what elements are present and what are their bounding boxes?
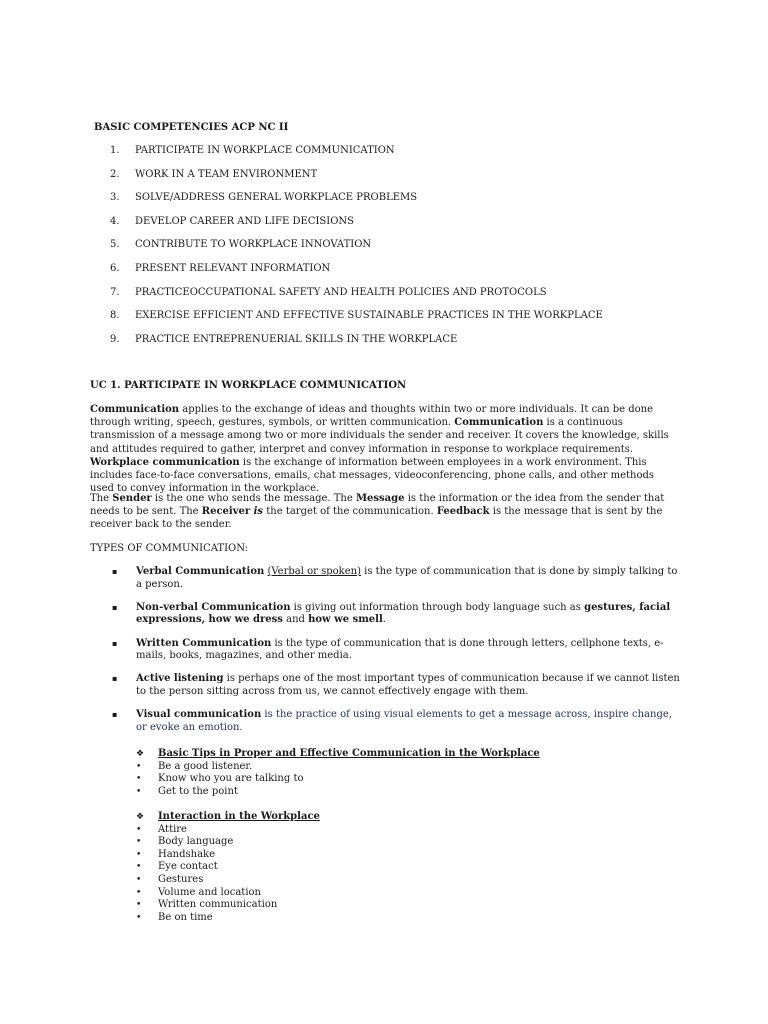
communication-paragraph: Communication applies to the exchange of ideas and thoughts within two or more individuals. It can be done through writing, speech, gestures, symbols, or written communication. Communication is a continuous transmission of a message among two or more individuals the sender and receiver. It covers the knowledge, skills and attitudes required to gather, interpret and convey information in response to workplace requirements. Workplace communication is the exchange of information between employees in a work environment. This includes face-to-face conversations, emails, chat messages, videoconferencing, phone calls, and other methods used to convey information in the workplace. bbox=[90, 404, 669, 495]
list-item: 9. PRACTICE ENTREPRENUERIAL SKILLS IN THE WORKPLACE bbox=[110, 333, 458, 345]
list-item: 2. WORK IN A TEAM ENVIRONMENT bbox=[110, 168, 318, 180]
types-list bbox=[112, 566, 682, 745]
tips-heading: Basic Tips in Proper and Effective Communication in the Workplace bbox=[158, 748, 540, 759]
bullet-icon: • bbox=[136, 900, 142, 911]
bullet-icon: ▪ bbox=[112, 674, 118, 684]
list-item: ▪ Active listening is perhaps one of the most important types of communication because if we cannot listen to the person sitting across from us, we cannot effectively engage with them. bbox=[112, 673, 680, 697]
list-item: • Get to the point bbox=[136, 785, 238, 797]
sender-paragraph: The Sender is the one who sends the message. The Message is the information or the idea from the sender that needs to be sent. The Receiver is the target of the communication. Feedback is the message that is sent by the receiver back to the sender. bbox=[90, 493, 665, 531]
bullet-icon: • bbox=[136, 912, 142, 923]
list-item: 7. PRACTICEOCCUPATIONAL SAFETY AND HEALTH POLICIES AND PROTOCOLS bbox=[110, 286, 547, 298]
page-title: BASIC COMPETENCIES ACP NC II bbox=[94, 122, 289, 133]
bullet-icon: • bbox=[136, 849, 142, 860]
bullet-icon: • bbox=[136, 774, 142, 785]
list-item: 1. PARTICIPATE IN WORKPLACE COMMUNICATION bbox=[110, 145, 395, 156]
list-item: • Volume and location bbox=[136, 886, 261, 898]
bullet-icon: ▪ bbox=[112, 710, 118, 720]
bullet-icon: ▪ bbox=[112, 602, 118, 612]
competency-list bbox=[110, 145, 603, 357]
list-item: ▪ Visual communication is the practice of using visual elements to get a message across, inspire change, or evoke an emotion. bbox=[112, 709, 672, 733]
list-item: 4. DEVELOP CAREER AND LIFE DECISIONS bbox=[110, 215, 354, 227]
interaction-section bbox=[136, 811, 636, 924]
list-item: • Eye contact bbox=[136, 861, 218, 873]
list-item: • Attire bbox=[136, 823, 187, 835]
list-item: 3. SOLVE/ADDRESS GENERAL WORKPLACE PROBLEMS bbox=[110, 192, 418, 204]
bullet-icon: • bbox=[136, 837, 142, 848]
bullet-icon: ▪ bbox=[112, 567, 118, 576]
list-item: 5. CONTRIBUTE TO WORKPLACE INNOVATION bbox=[110, 239, 372, 251]
list-item: • Be a good listener. bbox=[136, 760, 253, 772]
list-item: ▪ Verbal Communication (Verbal or spoken) is the type of communication that is done by simply talking to a person. bbox=[112, 566, 678, 590]
diamond-icon: ❖ bbox=[136, 749, 145, 759]
list-item: • Know who you are talking to bbox=[136, 773, 304, 785]
diamond-icon: ❖ bbox=[136, 812, 145, 822]
bullet-icon: • bbox=[136, 761, 142, 772]
bullet-icon: • bbox=[136, 887, 142, 898]
section-heading: UC 1. PARTICIPATE IN WORKPLACE COMMUNICATION bbox=[90, 380, 407, 391]
bullet-icon: ▪ bbox=[112, 638, 118, 648]
list-item: ▪ Written Communication is the type of communication that is done through letters, cellphone texts, e-mails, books, magazines, and other media. bbox=[112, 637, 664, 662]
list-item: ▪ Non-verbal Communication is giving out information through body language such as gestures, facial expressions, how we dress and how we smell. bbox=[112, 601, 671, 626]
list-item: 6. PRESENT RELEVANT INFORMATION bbox=[110, 262, 331, 274]
bullet-icon: • bbox=[136, 874, 142, 885]
list-item: • Gestures bbox=[136, 873, 204, 885]
list-item: 8. EXERCISE EFFICIENT AND EFFECTIVE SUSTAINABLE PRACTICES IN THE WORKPLACE bbox=[110, 310, 603, 322]
bullet-icon: • bbox=[136, 862, 142, 873]
list-item: • Written communication bbox=[136, 899, 278, 911]
interaction-heading: Interaction in the Workplace bbox=[158, 811, 320, 822]
list-item: • Body language bbox=[136, 836, 234, 848]
types-heading: TYPES OF COMMUNICATION: bbox=[90, 543, 249, 554]
bullet-icon: • bbox=[136, 786, 142, 797]
bullet-icon: • bbox=[136, 824, 142, 835]
list-item: • Handshake bbox=[136, 848, 216, 860]
tips-section bbox=[136, 748, 636, 798]
list-item: • Be on time bbox=[136, 911, 213, 923]
